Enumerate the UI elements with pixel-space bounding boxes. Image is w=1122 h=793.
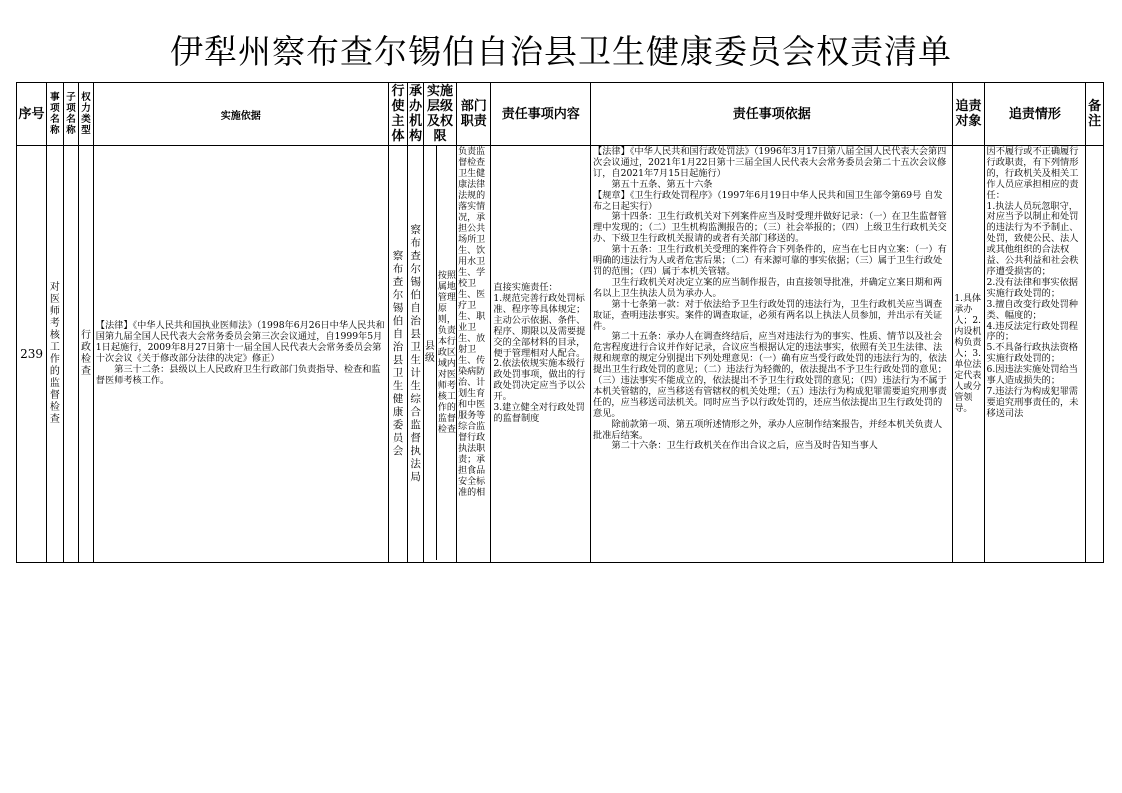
header-remark: 备注 <box>1086 83 1104 146</box>
header-duty: 部门职责 <box>457 83 491 146</box>
row-subject: 察布查尔锡伯自治县卫生健康委员会 <box>388 146 408 563</box>
resp-basis-para: 除前款第一项、第五项所述情形之外，承办人应制作结案报告，并经本机关负责人批准后结案。 <box>593 418 943 441</box>
situation-line: 3.擅自改变行政处罚种类、幅度的； <box>986 298 1078 321</box>
header-situation: 追责情形 <box>984 83 1086 146</box>
situation-line: 5.不具备行政执法资格实施行政处罚的； <box>986 342 1078 365</box>
row-remark <box>1086 146 1104 563</box>
header-resp-basis: 责任事项依据 <box>591 83 953 146</box>
situation-line: 4.违反法定行政处罚程序的； <box>986 320 1078 343</box>
header-seq: 序号 <box>17 83 47 146</box>
row-basis <box>93 146 388 563</box>
header-basis: 实施依据 <box>93 83 388 146</box>
resp-basis-para: 卫生行政机关对决定立案的应当制作报告，由直接领导批准，并确定立案日期和两名以上卫生执法人员为承办人。 <box>593 276 943 299</box>
basis-article: 第三十二条：县级以上人民政府卫生行政部门负责指导、检查和监督医师考核工作。 <box>95 363 381 386</box>
resp-basis-para: 第十五条：卫生行政机关受理的案件符合下列条件的，应当在七日内立案：（一）有明确的违法行为人或者危害后果；（二）有来源可靠的事实依据；（三）属于卫生行政处罚的范围；（四）属于本机关管辖。 <box>593 244 947 277</box>
header-row <box>17 83 1104 146</box>
situation-line: 1.执法人员玩忽职守，对应当予以制止和处罚的违法行为不予制止、处罚，致使公民、法人或其他组织的合法权益、公共利益和社会秩序遭受损害的； <box>986 200 1079 277</box>
resp-content-line: 3.建立健全对行政处罚的监督制度 <box>493 402 585 424</box>
level-name: 县级 <box>424 146 437 560</box>
resp-basis-para: 第五十五条、第五十六条 <box>611 178 713 190</box>
header-accountable: 追责对象 <box>953 83 984 146</box>
resp-content-line: 2.依法依规实施本级行政处罚事项，做出的行政处罚决定应当予以公开。 <box>493 358 586 403</box>
row-duty: 负责监督检查卫生健康法律法规的落实情况，承担公共场所卫生、饮用水卫生、学校卫生、医疗卫生、职业卫生、放射卫生、传染病防治、计划生育和中医服务等综合监督行政执法职责；承担食品安全标准的相 <box>457 146 491 563</box>
row-power-type: 行政检查 <box>79 146 94 563</box>
table-row <box>17 146 1104 563</box>
row-resp-basis <box>591 146 953 563</box>
responsibility-table <box>16 82 1104 563</box>
level-note: 按照属地管理原则，负责本行政区域内对医师考核工作的监督检查 <box>437 270 456 435</box>
resp-content-line: 1.规范完善行政处罚标准、程序等具体规定；主动公示依据、条件、程序、期限以及需要提交的全部材料的目录，便于管理相对人配合。 <box>493 293 586 359</box>
page-title: 伊犁州察布查尔锡伯自治县卫生健康委员会权责清单 <box>170 32 952 71</box>
row-sub-item <box>63 146 79 563</box>
row-situation <box>984 146 1086 563</box>
row-agency: 察布查尔锡伯自治县卫生计生综合监督执法局 <box>408 146 424 563</box>
row-seq: 239 <box>17 146 47 563</box>
header-resp-content: 责任事项内容 <box>491 83 591 146</box>
row-level <box>423 146 456 563</box>
header-sub-item: 子项名称 <box>63 83 79 146</box>
situation-line: 2.没有法律和事实依据实施行政处罚的； <box>986 276 1078 299</box>
basis-law: 【法律】《中华人民共和国执业医师法》（1998年6月26日中华人民共和国第九届全国人民代表大会常务委员会第三次会议通过，自1999年5月1日起施行，2009年8月27日第十一届全国人民代表大会常务委员会第十次会议《关于修改部分法律的决定》修正） <box>95 320 385 364</box>
resp-basis-para: 【法律】《中华人民共和国行政处罚法》（1996年3月17日第八届全国人民代表大会第四次会议通过，2021年1月22日第十三届全国人民代表大会常务委员会第二十五次会议修订，自2021年7月15日起施行） <box>593 146 947 179</box>
situation-line: 因不履行或不正确履行行政职责，有下列情形的，行政机关及相关工作人员应承担相应的责任： <box>986 146 1079 201</box>
resp-basis-para: 第十七条第一款：对于依法给予卫生行政处罚的违法行为，卫生行政机关应当调查取证，查明违法事实。案件的调查取证，必须有两名以上执法人员参加，并出示有关证件。 <box>593 298 943 332</box>
row-resp-content <box>491 146 591 563</box>
header-item-name: 事项名称 <box>47 83 64 146</box>
resp-content-line: 直接实施责任： <box>493 282 558 294</box>
header-agency: 承办机构 <box>409 84 423 144</box>
resp-basis-para: 第十四条：卫生行政机关对下列案件应当及时受理并做好记录：（一）在卫生监督管理中发现的；（二）卫生机构监测报告的；（三）社会举报的；（四）上级卫生行政机关交办、下级卫生行政机关报请的或者有关部门移送的。 <box>593 211 947 245</box>
header-power-type: 权力类型 <box>79 83 94 146</box>
header-level: 实施层级及权限 <box>423 83 456 146</box>
resp-basis-para: 【规章】《卫生行政处罚程序》（1997年6月19日中华人民共和国卫生部令第69号 自发布之日起实行） <box>593 189 943 212</box>
row-item-name: 对医师考核工作的监督检查 <box>47 146 64 563</box>
header-subject: 行使主体 <box>388 83 408 146</box>
resp-basis-para: 第二十六条：卫生行政机关在作出合议之后，应当及时告知当事人 <box>611 440 878 452</box>
row-accountable: 1.具体承办人；2.内设机构负责人；3.单位法定代表人或分管领导。 <box>953 146 984 563</box>
situation-line: 7.违法行为构成犯罪需要追究刑事责任的，未移送司法 <box>986 385 1079 419</box>
situation-line: 6.因违法实施处罚给当事人造成损失的； <box>986 364 1078 387</box>
resp-basis-para: 第二十五条：承办人在调查终结后，应当对违法行为的事实、性质、情节以及社会危害程度进行合议并作好记录，合议应当根据认定的违法事实，依照有关卫生法律、法规和规章的规定分别提出下列处理意见：（一）确有应当受行政处罚的违法行为的，依法提出卫生行政处罚的意见；（二）违法行为轻微的，依法提出不予卫生行政处罚的意见；（三）违法事实不能成立的，依法提出不予卫生行政处罚的意见；（四）违法行为不属于本机关管辖的，应当移送有管辖权的机关处理；（五）违法行为构成犯罪需要追究刑事责任的，应当移送司法机关。同时应当予以行政处罚的，还应当依法提出卫生行政处罚的意见。 <box>593 331 947 419</box>
